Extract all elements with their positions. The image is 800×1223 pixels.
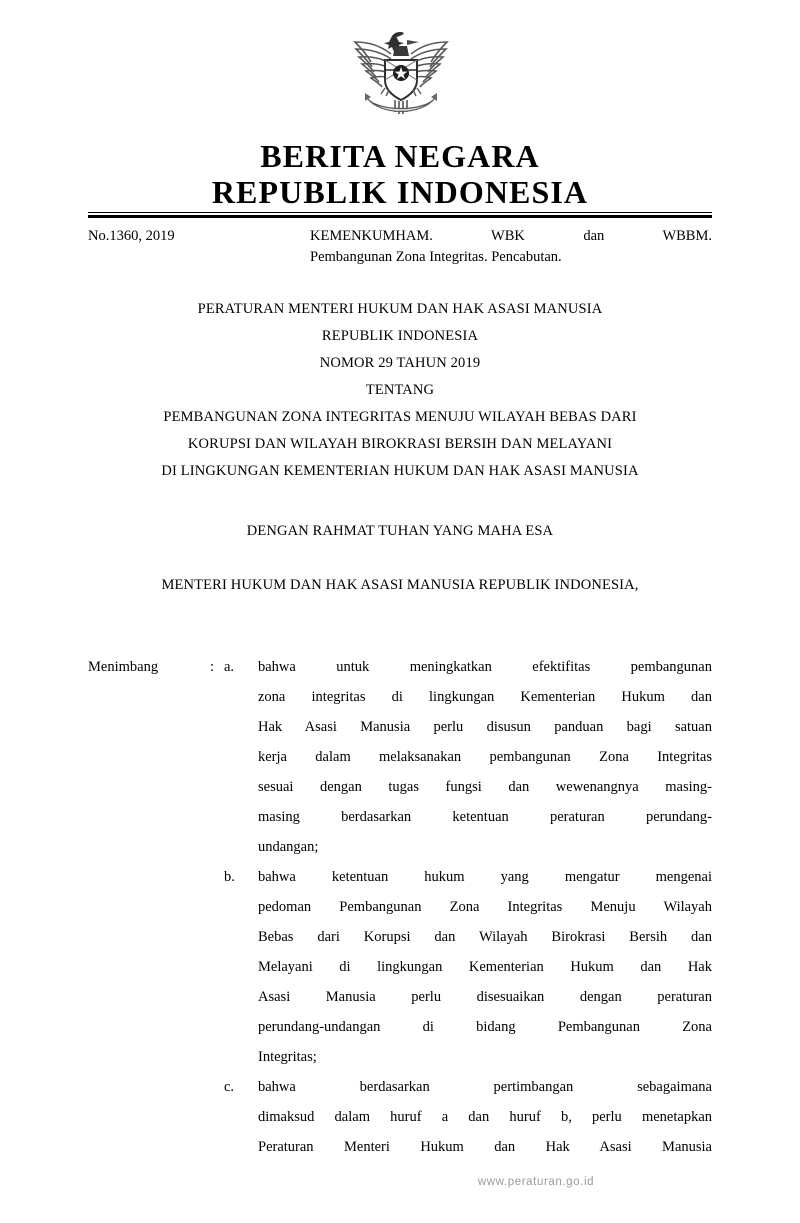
masthead-divider <box>88 212 712 218</box>
title-line-republik-indonesia: REPUBLIK INDONESIA <box>321 328 479 344</box>
considering-item-a <box>88 652 712 862</box>
considering-item-c <box>88 1072 712 1162</box>
source-watermark: www.peraturan.go.id <box>477 1176 595 1188</box>
clause-b-line-1: bahwa ketentuan hukum yang mengatur mengenai <box>258 869 712 885</box>
subject-keywords-line-1: KEMENKUMHAM. WBK dan WBBM. <box>310 228 712 244</box>
considering-text-c <box>258 1072 712 1162</box>
masthead-line-republik-indonesia: REPUBLIK INDONESIA <box>211 174 589 210</box>
preamble-spacer <box>88 545 712 572</box>
emblem-container <box>0 26 800 128</box>
subject-keywords <box>310 226 712 268</box>
preamble-block <box>88 518 712 599</box>
clause-b-line-2: pedoman Pembangunan Zona Integritas Menuju Wilayah <box>258 899 712 915</box>
footer <box>0 1172 800 1190</box>
divider-thick-rule <box>88 215 712 218</box>
clause-a-line-4: kerja dalam melaksanakan pembangunan Zona Integritas <box>258 749 712 765</box>
clause-a-line-2: zona integritas di lingkungan Kementerian Hukum dan <box>258 689 712 705</box>
title-line-peraturan-menteri: PERATURAN MENTERI HUKUM DAN HAK ASASI MANUSIA <box>197 301 603 317</box>
clause-b-line-3: Bebas dari Korupsi dan Wilayah Birokrasi Bersih dan <box>258 929 712 945</box>
considering-marker-b: b. <box>224 869 235 885</box>
title-line-subject-3: DI LINGKUNGAN KEMENTERIAN HUKUM DAN HAK ASASI MANUSIA <box>161 463 639 479</box>
subject-keywords-line-2: Pembangunan Zona Integritas. Pencabutan. <box>310 249 562 265</box>
title-line-subject-2: KORUPSI DAN WILAYAH BIROKRASI BERSIH DAN MELAYANI <box>187 436 613 452</box>
clause-a-line-7: undangan; <box>258 839 319 855</box>
clause-c-line-2: dimaksud dalam huruf a dan huruf b, perlu menetapkan <box>258 1109 712 1125</box>
considering-section <box>88 652 712 1162</box>
considering-text-b <box>258 862 712 1072</box>
considering-marker-c: c. <box>224 1079 235 1095</box>
clause-c-line-1: bahwa berdasarkan pertimbangan sebagaimana <box>258 1079 712 1095</box>
garuda-pancasila-emblem <box>341 26 459 128</box>
clause-b-line-5: Asasi Manusia perlu disesuaikan dengan peraturan <box>258 989 712 1005</box>
considering-marker-a: a. <box>224 659 235 675</box>
title-line-nomor-tahun: NOMOR 29 TAHUN 2019 <box>319 355 481 371</box>
clause-c-line-3: Peraturan Menteri Hukum dan Hak Asasi Manusia <box>258 1139 712 1155</box>
considering-text-a <box>258 652 712 862</box>
regulation-title-block <box>88 296 712 485</box>
header-meta-row <box>88 226 712 268</box>
clause-a-line-6: masing berdasarkan ketentuan peraturan perundang- <box>258 809 712 825</box>
preamble-authority: MENTERI HUKUM DAN HAK ASASI MANUSIA REPUBLIK INDONESIA, <box>161 577 639 593</box>
clause-b-line-4: Melayani di lingkungan Kementerian Hukum dan Hak <box>258 959 712 975</box>
title-line-tentang: TENTANG <box>365 382 435 398</box>
clause-a-line-5: sesuai dengan tugas fungsi dan wewenangnya masing- <box>258 779 712 795</box>
title-line-subject-1: PEMBANGUNAN ZONA INTEGRITAS MENUJU WILAYAH BEBAS DARI <box>163 409 637 425</box>
gazette-number: No.1360, 2019 <box>88 228 175 244</box>
considering-label: Menimbang <box>88 659 159 675</box>
considering-colon: : <box>210 659 215 675</box>
clause-b-line-6: perundang-undangan di bidang Pembangunan Zona <box>258 1019 712 1035</box>
considering-item-b <box>88 862 712 1072</box>
clause-b-line-7: Integritas; <box>258 1049 317 1065</box>
masthead <box>0 138 800 210</box>
clause-a-line-3: Hak Asasi Manusia perlu disusun panduan bagi satuan <box>258 719 712 735</box>
preamble-blessing: DENGAN RAHMAT TUHAN YANG MAHA ESA <box>246 523 554 539</box>
clause-a-line-1: bahwa untuk meningkatkan efektifitas pembangunan <box>258 659 712 675</box>
masthead-line-berita-negara: BERITA NEGARA <box>260 138 540 174</box>
